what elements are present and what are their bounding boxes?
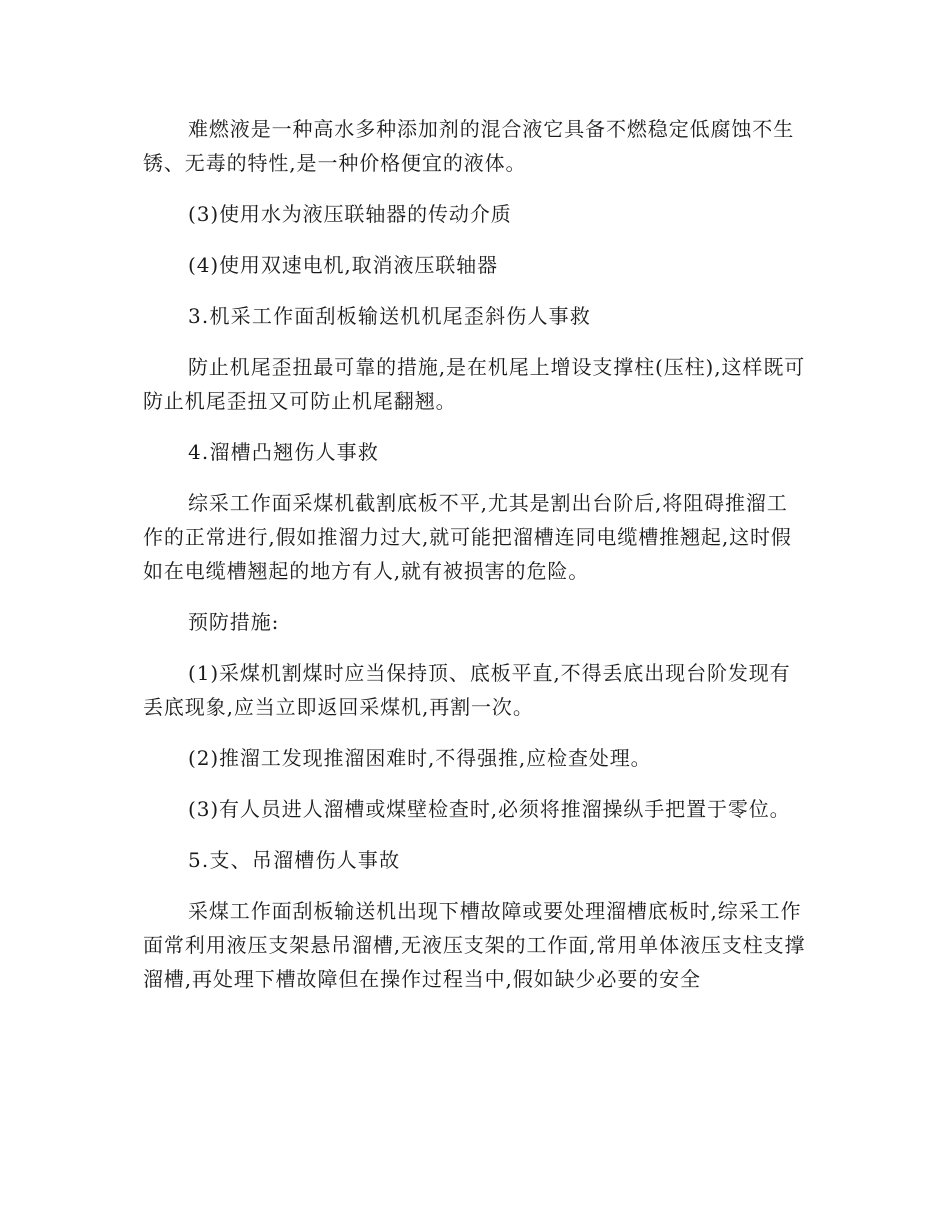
list-item-measure-2: (2)推溜工发现推溜困难时,不得强推,应检查处理。 (188, 746, 652, 770)
list-item-measure-1: (1)采煤机割煤时应当保持顶、底板平直,不得丢底出现台阶发现有丢底现象,应当立即返回采煤机,再割一次。 (143, 661, 791, 719)
list-item-measure-3: (3)有人员进人溜槽或煤壁检查时,必须将推溜操纵手把置于零位。 (188, 797, 791, 821)
paragraph-chute-support: 采煤工作面刮板输送机出现下槽故障或要处理溜槽底板时,综采工作面常利用液压支架悬吊溜槽,无液压支架的工作面,常用单体液压支柱支撑溜槽,再处理下槽故障但在操作过程当中,假如缺少必要的安全 (143, 899, 806, 991)
section-heading-4: 4.溜槽凸翘伤人事救 (188, 440, 380, 464)
list-item-water-medium: (3)使用水为液压联轴器的传动介质 (188, 202, 512, 226)
section-heading-3: 3.机采工作面刮板输送机机尾歪斜伤人事救 (188, 304, 592, 328)
paragraph-fire-resistant-fluid: 难燃液是一种高水多种添加剂的混合液它具备不燃稳定低腐蚀不生锈、无毒的特性,是一种价格便宜的液体。 (143, 117, 795, 175)
list-item-dual-speed-motor: (4)使用双速电机,取消液压联轴器 (188, 253, 498, 277)
section-heading-5: 5.支、吊溜槽伤人事故 (188, 848, 401, 872)
document-page (143, 112, 808, 1013)
paragraph-preventive-measures: 预防措施: (188, 610, 280, 634)
paragraph-chute-lifting: 综采工作面采煤机截割底板不平,尤其是割出台阶后,将阻碍推溜工作的正常进行,假如推溜力过大,就可能把溜槽连同电缆槽推翘起,这时假如在电缆槽翘起的地方有人,就有被损害的危险。 (143, 491, 792, 583)
paragraph-tail-support: 防止机尾歪扭最可靠的措施,是在机尾上增设支撑柱(压柱),这样既可防止机尾歪扭又可防止机尾翻翘。 (143, 355, 806, 413)
